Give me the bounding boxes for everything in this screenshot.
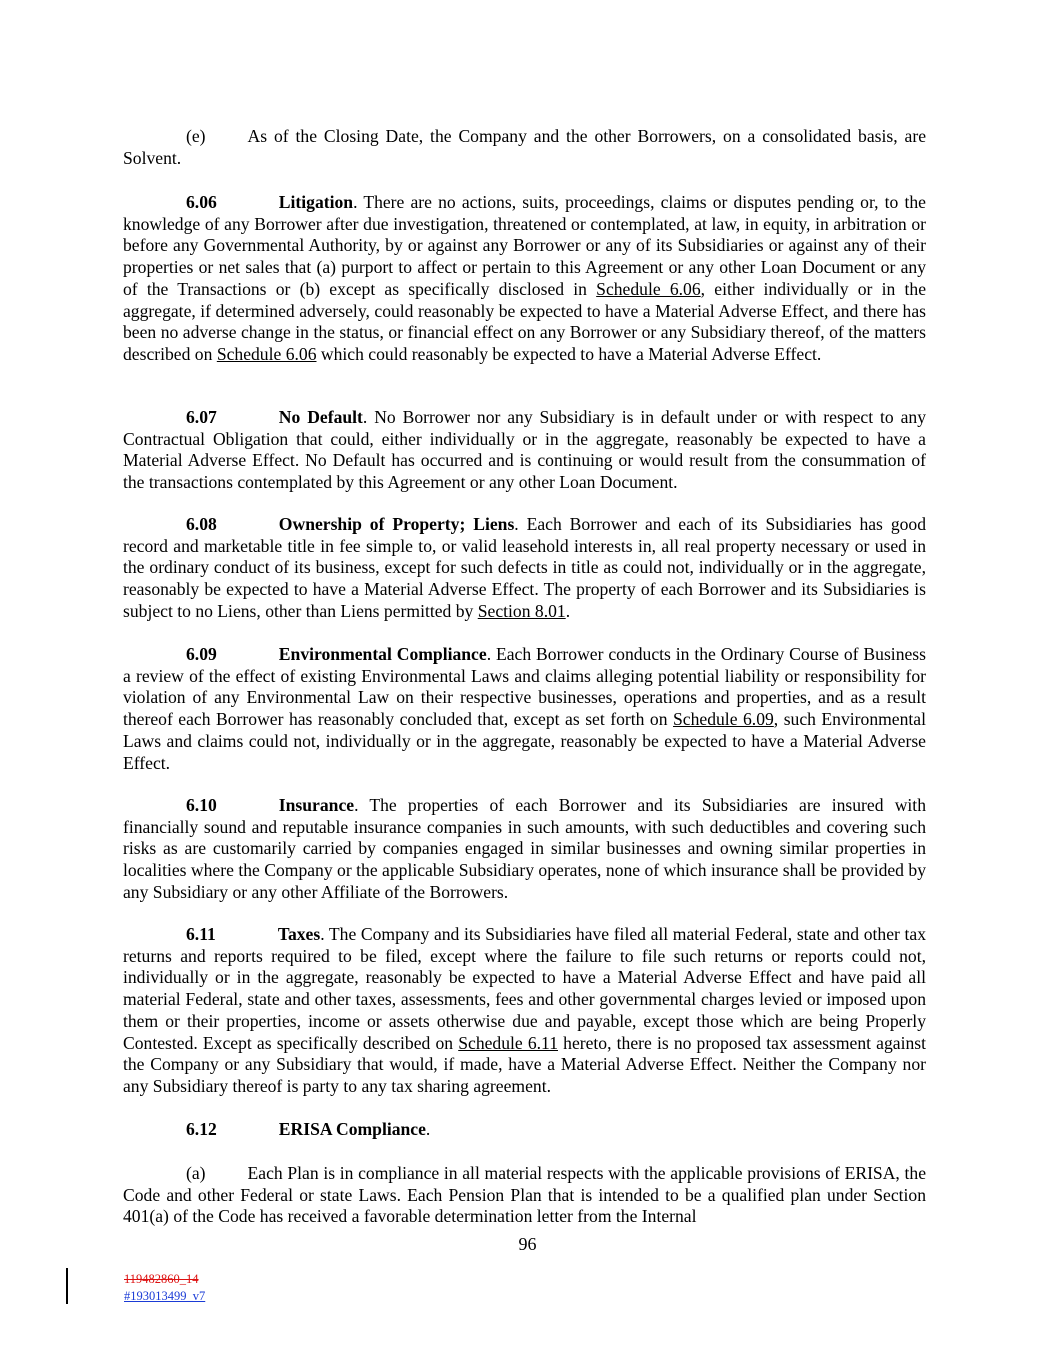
section-number: 6.10: [186, 795, 217, 815]
section-text: . Each Borrower conducts in the Ordinary Course of Business a review of the effect of existing Environmental Laws and claims alleging potential liability or responsibility for violation of any Environmental Law on their respective businesses, operations and properties, and as a result thereof each Borrower has reasonably concluded that, except as set forth on: [123, 644, 926, 730]
section-heading: Insurance: [278, 795, 355, 815]
section-heading: No Default: [278, 407, 363, 427]
section-number: 6.07: [186, 407, 217, 427]
doc-id-inserted: #193013499_v7: [124, 1289, 206, 1303]
section-text: .: [425, 1119, 431, 1139]
section-text: . No Borrower nor any Subsidiary is in default under or with respect to any Contractual Obligation that could, either individually or in the aggregate, reasonably be expected to have a Material Adverse Effect. No Default has occurred and is continuing or would result from the consummation of the transactions contemplated by this Agreement or any other Loan Document.: [123, 407, 927, 493]
paragraph-e: [123, 126, 926, 169]
section-number: 6.12: [186, 1119, 217, 1139]
schedule-reference: Schedule 6.11: [458, 1032, 558, 1053]
section-text: , such Environmental Laws and claims could not, individually or in the aggregate, reasonably be expected to have a Material Adverse Effect.: [123, 709, 926, 773]
section-6-11: [123, 924, 926, 1098]
section-heading: Ownership of Property; Liens: [278, 514, 515, 534]
section-text: . Each Borrower and each of its Subsidiaries has good record and marketable title in fee simple to, or valid leasehold interests in, all real property necessary or used in the ordinary conduct of its business, except for such defects in title as could not, individually or in the aggregate, reasonably be expected to have a Material Adverse Effect. The property of each Borrower and its Subsidiaries is subject to no Liens, other than Liens permitted by: [123, 514, 927, 621]
section-text: hereto, there is no proposed tax assessment against the Company or any Subsidiary that would, if made, have a Material Adverse Effect. Neither the Company nor any Subsidiary thereof is party to any tax sharing agreement.: [123, 1032, 926, 1096]
clause-label-a: (a): [186, 1163, 206, 1183]
section-heading: ERISA Compliance: [278, 1119, 426, 1139]
section-6-07: [123, 407, 926, 494]
section-number: 6.11: [186, 924, 216, 944]
section-text: . There are no actions, suits, proceedings, claims or disputes pending or, to the knowledge of any Borrower after due investigation, threatened or contemplated, at law, in equity, in arbitration or before any Governmental Authority, by or against any Borrower or any of its Subsidiaries or against any of their properties or net sales that (a) purport to affect or pertain to this Agreement or any other Loan Document or any of the Transactions or (b) except as specifically disclosed in: [123, 192, 926, 299]
doc-id-deleted: 119482860_14: [124, 1272, 199, 1286]
schedule-reference: Schedule 6.06: [596, 278, 701, 299]
page-number: 96: [518, 1234, 537, 1254]
change-bar: [66, 1268, 68, 1304]
section-number: 6.09: [186, 644, 217, 664]
schedule-reference: Schedule 6.09: [673, 709, 774, 730]
paragraph-a: [123, 1163, 926, 1228]
section-6-06: [123, 192, 926, 366]
section-text: which could reasonably be expected to have a Material Adverse Effect.: [316, 343, 822, 364]
section-heading: Taxes: [277, 924, 321, 944]
schedule-reference: Schedule 6.06: [216, 343, 317, 364]
section-reference: Section 8.01: [477, 600, 566, 621]
section-text: . The Company and its Subsidiaries have filed all material Federal, state and other tax returns and reports required to be filed, except where the failure to file such returns or reports could not, individually or in the aggregate, reasonably be expected to have a Material Adverse Effect and have paid all material Federal, state and other taxes, assessments, fees and other governmental charges levied or imposed upon them or their properties, income or assets otherwise due and payable, except those which are being Properly Contested. Except as specifically described on: [123, 924, 926, 1053]
section-heading: Environmental Compliance: [278, 644, 487, 664]
section-text: . The properties of each Borrower and its Subsidiaries are insured with financially sound and reputable insurance companies in such amounts, with such deductibles and covering such risks as are customarily carried by companies engaged in similar businesses and owning similar properties in localities where the Company or the applicable Subsidiary operates, none of which insurance shall be provided by any Subsidiary or any other Affiliate of the Borrowers.: [123, 795, 926, 902]
section-6-10: [123, 795, 926, 904]
section-text: , either individually or in the aggregate, if determined adversely, could reasonably be expected to have a Material Adverse Effect, and there has been no adverse change in the status, or financial effect on any Borrower or any Subsidiary thereof, of the matters described on: [123, 278, 927, 364]
clause-text-e: As of the Closing Date, the Company and the other Borrowers, on a consolidated basis, are Solvent.: [123, 126, 926, 168]
section-heading: Litigation: [278, 192, 354, 212]
section-number: 6.06: [186, 192, 217, 212]
section-6-09: [123, 644, 926, 774]
section-number: 6.08: [186, 514, 217, 534]
section-6-08: [123, 514, 926, 623]
clause-label-e: (e): [186, 126, 206, 146]
clause-text-a: Each Plan is in compliance in all material respects with the applicable provisions of ERISA, the Code and other Federal or state Laws. Each Pension Plan that is intended to be a qualified plan under Section 401(a) of the Code has received a favorable determination letter from the Internal: [123, 1163, 926, 1227]
section-6-12: [123, 1119, 926, 1141]
section-text: .: [565, 600, 571, 621]
